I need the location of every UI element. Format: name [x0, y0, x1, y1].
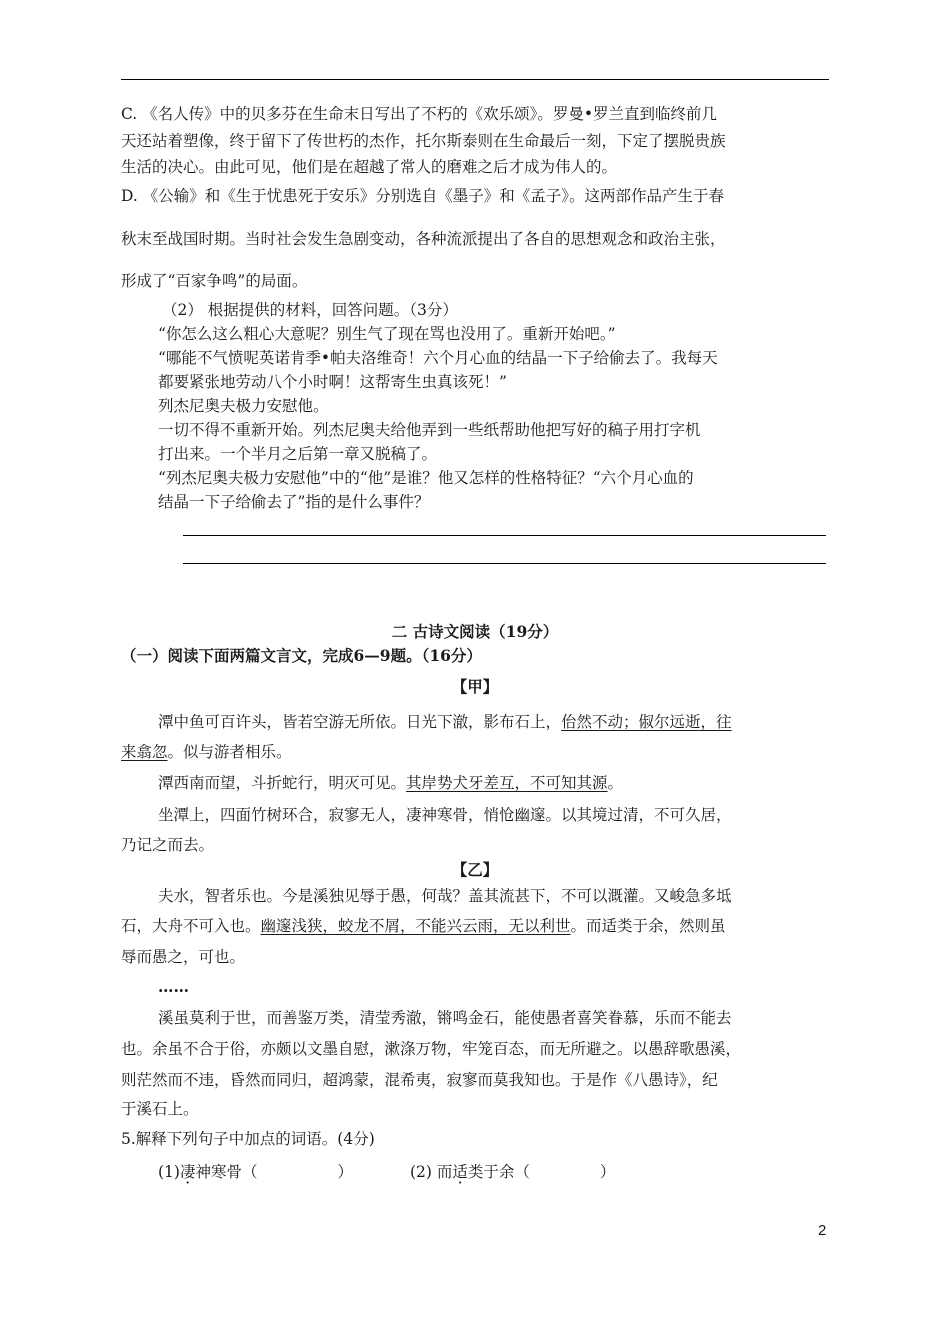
underlined-sentence: 佁然不动；俶尔远逝，往: [561, 713, 732, 731]
passage-yi-label: 【乙】: [451, 860, 499, 879]
yi-paragraph-2-line-1: 溪虽莫利于世，而善鉴万类，清莹秀澈，锵鸣金石，能使愚者喜笑眷慕，乐而不能去: [158, 1009, 732, 1027]
dotted-word: 凄: [179, 1163, 196, 1181]
section-2-subtitle: （一）阅读下面两篇文言文，完成6—9题。（16分）: [121, 646, 482, 665]
jia-paragraph-3-line-2: 乃记之而去。: [121, 836, 215, 854]
q2-question-line: 结晶一下子给偷去了”指的是什么事件？: [158, 493, 430, 511]
header-rule: [121, 79, 829, 80]
jia-paragraph-3-line-1: 坐潭上，四面竹树环合，寂寥无人，凄神寒骨，悄怆幽邃。以其境过清，不可久居，: [158, 806, 732, 824]
yi-paragraph-2-line-4: 于溪石上。: [121, 1100, 199, 1118]
section-2-title: 二 古诗文阅读（19分）: [391, 622, 559, 641]
yi-paragraph-1-line-3: 辱而愚之，可也。: [121, 948, 246, 966]
yi-paragraph-1-line-1: 夫水，智者乐也。今是溪独见辱于愚，何哉？盖其流甚下，不可以溉灌。又峻急多坻: [158, 887, 732, 905]
option-c-line-2: 天还站着塑像，终于留下了传世朽的杰作，托尔斯泰则在生命最后一刻，下定了摆脱贵族: [121, 132, 726, 150]
q2-passage-line: 列杰尼奥夫极力安慰他。: [158, 397, 329, 415]
q2-passage-line: “你怎么这么粗心大意呢？别生气了现在骂也没用了。重新开始吧。”: [158, 325, 616, 343]
underlined-sentence: 来翕忽: [121, 743, 168, 761]
option-d-line-1: D. 《公输》和《生于忧患死于安乐》分别选自《墨子》和《孟子》。这两部作品产生于春: [121, 187, 724, 205]
page-number: 2: [818, 1222, 827, 1239]
option-c-line-3: 生活的决心。由此可见，他们是在超越了常人的磨难之后才成为伟人的。: [121, 158, 618, 176]
yi-paragraph-2-line-3: 则茫然而不违，昏然而同归，超鸿蒙，混希夷，寂寥而莫我知也。于是作《八愚诗》，纪: [121, 1071, 718, 1089]
yi-paragraph-1-line-2: 石，大舟不可入也。幽邃浅狭，蛟龙不屑，不能兴云雨，无以利世。而适类于余，然则虽: [121, 917, 726, 935]
q2-passage-line: 一切不得不重新开始。列杰尼奥夫给他弄到一些纸帮助他把写好的稿子用打字机: [158, 421, 701, 439]
q2-passage-line: 打出来。一个半月之后第一章又脱稿了。: [158, 445, 438, 463]
answer-line[interactable]: [183, 563, 826, 564]
answer-line[interactable]: [183, 535, 826, 536]
option-d-line-3: 形成了“百家争鸣”的局面。: [121, 272, 308, 290]
ellipsis: ……: [158, 977, 189, 996]
underlined-sentence: 其岸势犬牙差互，不可知其源: [406, 774, 608, 792]
underlined-sentence: 幽邃浅狭，蛟龙不屑，不能兴云雨，无以利世: [260, 917, 571, 935]
option-c-line-1: C. 《名人传》中的贝多芬在生命末日写出了不朽的《欢乐颂》。罗曼•罗兰直到临终前几: [121, 105, 718, 123]
q2-question-line: “列杰尼奥夫极力安慰他”中的“他”是谁？他又怎样的性格特征？“六个月心血的: [158, 469, 694, 487]
option-d-line-2: 秋末至战国时期。当时社会发生急剧变动，各种流派提出了各自的思想观念和政治主张，: [121, 230, 726, 248]
jia-paragraph-1-line-2: 来翕忽。似与游者相乐。: [121, 743, 292, 761]
dotted-word: 适: [452, 1163, 468, 1181]
question-5-title: 5.解释下列句子中加点的词语。(4分): [121, 1130, 375, 1148]
question-5-item-1: (1)凄神寒骨（ ）: [158, 1163, 354, 1181]
question-2-title: （2） 根据提供的材料，回答问题。（3分）: [162, 301, 458, 319]
q2-passage-line: “哪能不气愤呢英诺肯季•帕夫洛维奇！六个月心血的结晶一下子给偷去了。我每天: [158, 349, 718, 367]
jia-paragraph-2: 潭西南而望，斗折蛇行，明灭可见。其岸势犬牙差互，不可知其源。: [158, 774, 624, 792]
yi-paragraph-2-line-2: 也。余虽不合于俗，亦颇以文墨自慰，漱涤万物，牢笼百态，而无所避之。以愚辞歌愚溪，: [121, 1040, 742, 1058]
passage-jia-label: 【甲】: [451, 677, 499, 696]
q2-passage-line: 都要紧张地劳动八个小时啊！这帮寄生虫真该死！”: [158, 373, 507, 391]
jia-paragraph-1-line-1: 潭中鱼可百许头，皆若空游无所依。日光下澈，影布石上，佁然不动；俶尔远逝，往: [158, 713, 732, 731]
question-5-item-2: (2) 而适类于余（ ）: [410, 1163, 616, 1181]
